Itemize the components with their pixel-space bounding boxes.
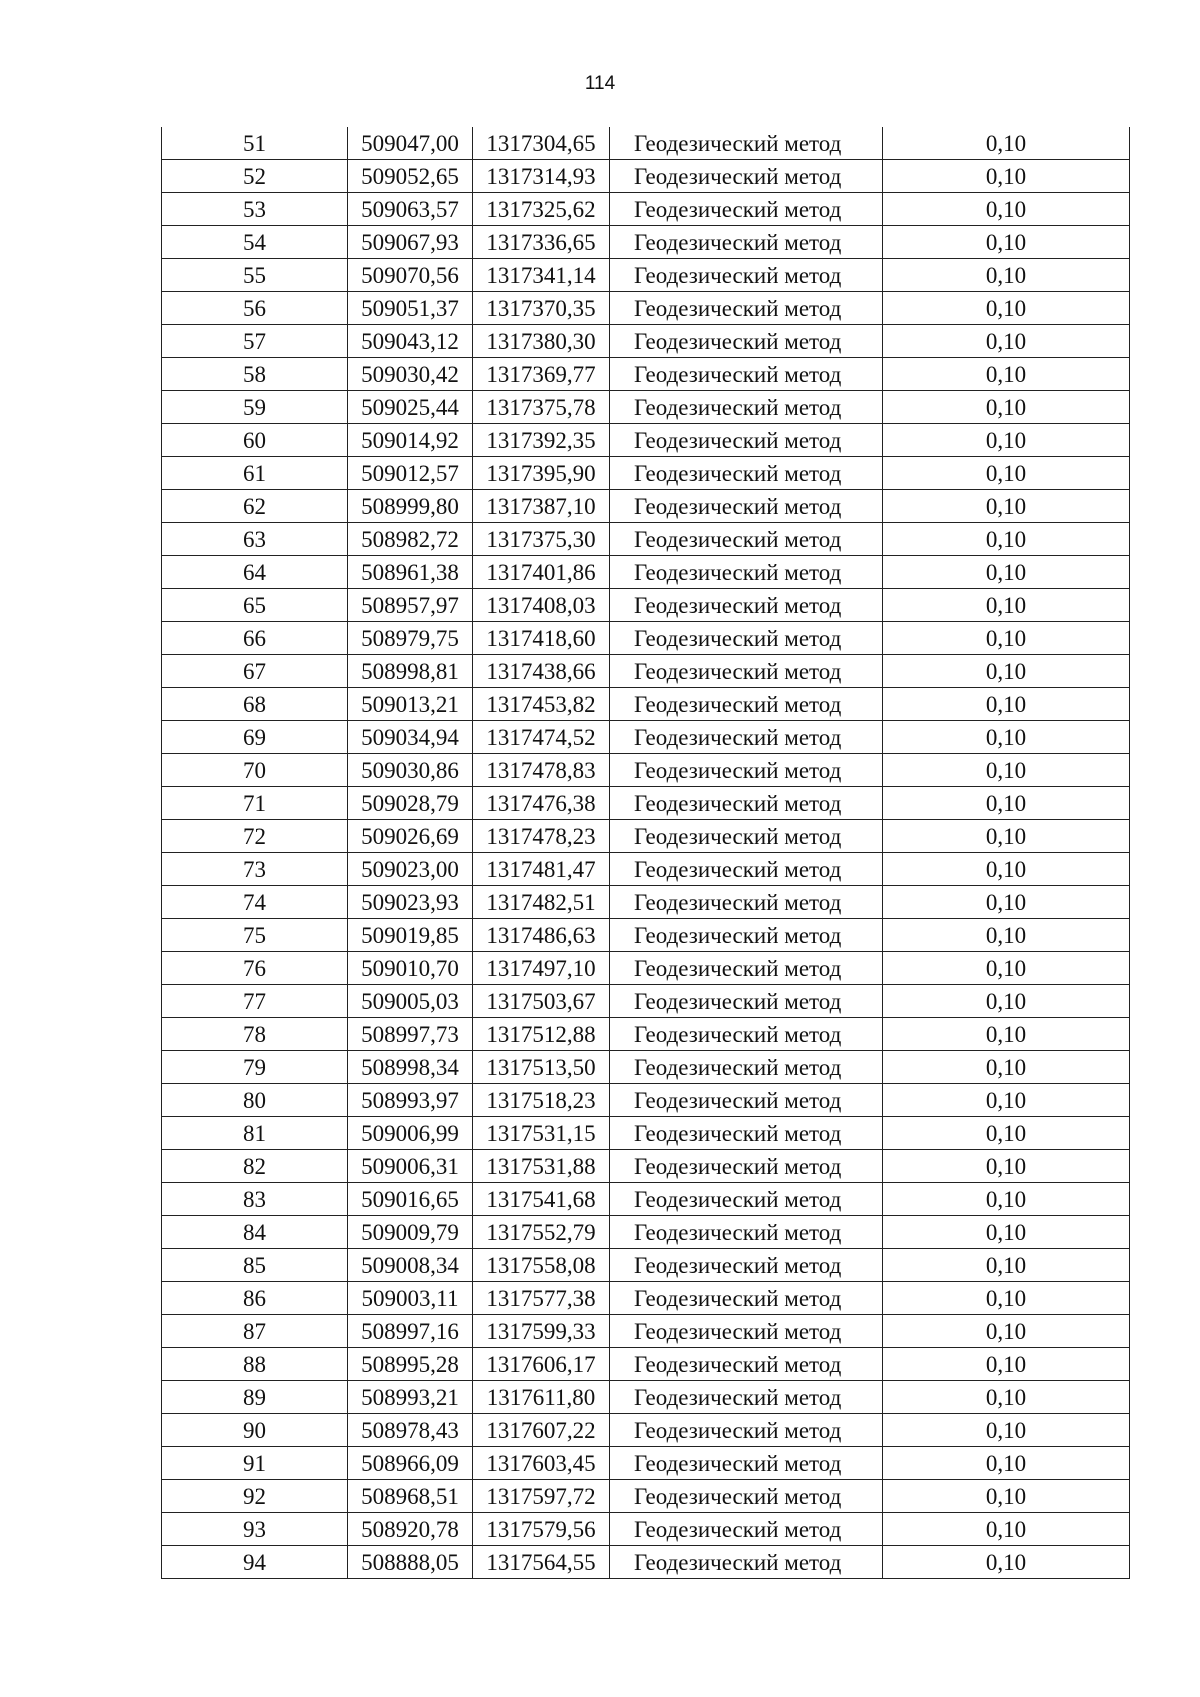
table-row — [162, 1381, 1130, 1414]
x-coordinate-cell: 508998,81 — [348, 655, 473, 688]
point-number-cell: 88 — [162, 1348, 348, 1381]
y-coordinate-cell: 1317512,88 — [473, 1018, 610, 1051]
accuracy-cell: 0,10 — [883, 985, 1130, 1018]
method-cell: Геодезический метод — [610, 325, 883, 358]
y-coordinate-cell: 1317558,08 — [473, 1249, 610, 1282]
method-cell: Геодезический метод — [610, 1480, 883, 1513]
point-number-cell: 61 — [162, 457, 348, 490]
y-coordinate-cell: 1317370,35 — [473, 292, 610, 325]
y-coordinate-cell: 1317478,83 — [473, 754, 610, 787]
point-number-cell: 66 — [162, 622, 348, 655]
point-number-cell: 68 — [162, 688, 348, 721]
x-coordinate-cell: 508999,80 — [348, 490, 473, 523]
accuracy-cell: 0,10 — [883, 160, 1130, 193]
point-number-cell: 59 — [162, 391, 348, 424]
point-number-cell: 82 — [162, 1150, 348, 1183]
accuracy-cell: 0,10 — [883, 952, 1130, 985]
point-number-cell: 75 — [162, 919, 348, 952]
table-row — [162, 688, 1130, 721]
method-cell: Геодезический метод — [610, 1381, 883, 1414]
y-coordinate-cell: 1317341,14 — [473, 259, 610, 292]
table-row — [162, 490, 1130, 523]
table-row — [162, 1051, 1130, 1084]
accuracy-cell: 0,10 — [883, 853, 1130, 886]
x-coordinate-cell: 509063,57 — [348, 193, 473, 226]
y-coordinate-cell: 1317607,22 — [473, 1414, 610, 1447]
point-number-cell: 94 — [162, 1546, 348, 1579]
x-coordinate-cell: 509012,57 — [348, 457, 473, 490]
method-cell: Геодезический метод — [610, 853, 883, 886]
method-cell: Геодезический метод — [610, 622, 883, 655]
point-number-cell: 58 — [162, 358, 348, 391]
x-coordinate-cell: 509006,99 — [348, 1117, 473, 1150]
point-number-cell: 83 — [162, 1183, 348, 1216]
accuracy-cell: 0,10 — [883, 1084, 1130, 1117]
point-number-cell: 87 — [162, 1315, 348, 1348]
y-coordinate-cell: 1317518,23 — [473, 1084, 610, 1117]
table-row — [162, 655, 1130, 688]
point-number-cell: 51 — [162, 127, 348, 160]
x-coordinate-cell: 508997,16 — [348, 1315, 473, 1348]
method-cell: Геодезический метод — [610, 1018, 883, 1051]
method-cell: Геодезический метод — [610, 1183, 883, 1216]
y-coordinate-cell: 1317304,65 — [473, 127, 610, 160]
x-coordinate-cell: 509047,00 — [348, 127, 473, 160]
x-coordinate-cell: 509025,44 — [348, 391, 473, 424]
point-number-cell: 67 — [162, 655, 348, 688]
x-coordinate-cell: 509005,03 — [348, 985, 473, 1018]
accuracy-cell: 0,10 — [883, 919, 1130, 952]
point-number-cell: 92 — [162, 1480, 348, 1513]
y-coordinate-cell: 1317482,51 — [473, 886, 610, 919]
method-cell: Геодезический метод — [610, 1084, 883, 1117]
y-coordinate-cell: 1317513,50 — [473, 1051, 610, 1084]
table-row — [162, 952, 1130, 985]
accuracy-cell: 0,10 — [883, 424, 1130, 457]
table-row — [162, 721, 1130, 754]
x-coordinate-cell: 509013,21 — [348, 688, 473, 721]
x-coordinate-cell: 508995,28 — [348, 1348, 473, 1381]
table-row — [162, 457, 1130, 490]
y-coordinate-cell: 1317336,65 — [473, 226, 610, 259]
point-number-cell: 63 — [162, 523, 348, 556]
point-number-cell: 91 — [162, 1447, 348, 1480]
x-coordinate-cell: 509019,85 — [348, 919, 473, 952]
method-cell: Геодезический метод — [610, 985, 883, 1018]
method-cell: Геодезический метод — [610, 226, 883, 259]
point-number-cell: 76 — [162, 952, 348, 985]
x-coordinate-cell: 509009,79 — [348, 1216, 473, 1249]
y-coordinate-cell: 1317497,10 — [473, 952, 610, 985]
accuracy-cell: 0,10 — [883, 820, 1130, 853]
y-coordinate-cell: 1317476,38 — [473, 787, 610, 820]
y-coordinate-cell: 1317325,62 — [473, 193, 610, 226]
x-coordinate-cell: 509052,65 — [348, 160, 473, 193]
table-row — [162, 292, 1130, 325]
y-coordinate-cell: 1317486,63 — [473, 919, 610, 952]
accuracy-cell: 0,10 — [883, 655, 1130, 688]
accuracy-cell: 0,10 — [883, 787, 1130, 820]
point-number-cell: 72 — [162, 820, 348, 853]
table-row — [162, 622, 1130, 655]
y-coordinate-cell: 1317599,33 — [473, 1315, 610, 1348]
table-row — [162, 919, 1130, 952]
accuracy-cell: 0,10 — [883, 490, 1130, 523]
table-row — [162, 1546, 1130, 1579]
y-coordinate-cell: 1317408,03 — [473, 589, 610, 622]
x-coordinate-cell: 509023,00 — [348, 853, 473, 886]
method-cell: Геодезический метод — [610, 1117, 883, 1150]
method-cell: Геодезический метод — [610, 1546, 883, 1579]
accuracy-cell: 0,10 — [883, 556, 1130, 589]
x-coordinate-cell: 508993,21 — [348, 1381, 473, 1414]
accuracy-cell: 0,10 — [883, 523, 1130, 556]
accuracy-cell: 0,10 — [883, 721, 1130, 754]
x-coordinate-cell: 508997,73 — [348, 1018, 473, 1051]
method-cell: Геодезический метод — [610, 1150, 883, 1183]
table-row — [162, 424, 1130, 457]
method-cell: Геодезический метод — [610, 358, 883, 391]
point-number-cell: 62 — [162, 490, 348, 523]
point-number-cell: 55 — [162, 259, 348, 292]
x-coordinate-cell: 508998,34 — [348, 1051, 473, 1084]
method-cell: Геодезический метод — [610, 1282, 883, 1315]
point-number-cell: 54 — [162, 226, 348, 259]
table-row — [162, 1315, 1130, 1348]
method-cell: Геодезический метод — [610, 952, 883, 985]
table-row — [162, 1216, 1130, 1249]
accuracy-cell: 0,10 — [883, 1117, 1130, 1150]
accuracy-cell: 0,10 — [883, 1513, 1130, 1546]
accuracy-cell: 0,10 — [883, 1216, 1130, 1249]
y-coordinate-cell: 1317474,52 — [473, 721, 610, 754]
accuracy-cell: 0,10 — [883, 193, 1130, 226]
y-coordinate-cell: 1317606,17 — [473, 1348, 610, 1381]
x-coordinate-cell: 508920,78 — [348, 1513, 473, 1546]
x-coordinate-cell: 509030,86 — [348, 754, 473, 787]
x-coordinate-cell: 509028,79 — [348, 787, 473, 820]
x-coordinate-cell: 509008,34 — [348, 1249, 473, 1282]
y-coordinate-cell: 1317577,38 — [473, 1282, 610, 1315]
table-row — [162, 325, 1130, 358]
accuracy-cell: 0,10 — [883, 1348, 1130, 1381]
accuracy-cell: 0,10 — [883, 1183, 1130, 1216]
y-coordinate-cell: 1317380,30 — [473, 325, 610, 358]
x-coordinate-cell: 508978,43 — [348, 1414, 473, 1447]
table-row — [162, 1084, 1130, 1117]
method-cell: Геодезический метод — [610, 655, 883, 688]
y-coordinate-cell: 1317531,15 — [473, 1117, 610, 1150]
y-coordinate-cell: 1317481,47 — [473, 853, 610, 886]
y-coordinate-cell: 1317438,66 — [473, 655, 610, 688]
accuracy-cell: 0,10 — [883, 1282, 1130, 1315]
y-coordinate-cell: 1317387,10 — [473, 490, 610, 523]
y-coordinate-cell: 1317478,23 — [473, 820, 610, 853]
table-row — [162, 820, 1130, 853]
method-cell: Геодезический метод — [610, 490, 883, 523]
point-number-cell: 74 — [162, 886, 348, 919]
accuracy-cell: 0,10 — [883, 886, 1130, 919]
accuracy-cell: 0,10 — [883, 1051, 1130, 1084]
x-coordinate-cell: 509006,31 — [348, 1150, 473, 1183]
point-number-cell: 57 — [162, 325, 348, 358]
method-cell: Геодезический метод — [610, 787, 883, 820]
x-coordinate-cell: 509051,37 — [348, 292, 473, 325]
x-coordinate-cell: 509016,65 — [348, 1183, 473, 1216]
table-row — [162, 1480, 1130, 1513]
point-number-cell: 84 — [162, 1216, 348, 1249]
table-row — [162, 589, 1130, 622]
point-number-cell: 93 — [162, 1513, 348, 1546]
point-number-cell: 80 — [162, 1084, 348, 1117]
point-number-cell: 89 — [162, 1381, 348, 1414]
method-cell: Геодезический метод — [610, 1447, 883, 1480]
method-cell: Геодезический метод — [610, 886, 883, 919]
point-number-cell: 52 — [162, 160, 348, 193]
accuracy-cell: 0,10 — [883, 457, 1130, 490]
x-coordinate-cell: 509034,94 — [348, 721, 473, 754]
point-number-cell: 69 — [162, 721, 348, 754]
method-cell: Геодезический метод — [610, 391, 883, 424]
method-cell: Геодезический метод — [610, 754, 883, 787]
x-coordinate-cell: 509030,42 — [348, 358, 473, 391]
table-row — [162, 1117, 1130, 1150]
x-coordinate-cell: 509023,93 — [348, 886, 473, 919]
point-number-cell: 64 — [162, 556, 348, 589]
method-cell: Геодезический метод — [610, 1216, 883, 1249]
method-cell: Геодезический метод — [610, 259, 883, 292]
y-coordinate-cell: 1317552,79 — [473, 1216, 610, 1249]
accuracy-cell: 0,10 — [883, 358, 1130, 391]
point-number-cell: 86 — [162, 1282, 348, 1315]
point-number-cell: 78 — [162, 1018, 348, 1051]
coordinates-table-body — [162, 127, 1130, 1579]
method-cell: Геодезический метод — [610, 292, 883, 325]
x-coordinate-cell: 508968,51 — [348, 1480, 473, 1513]
table-row — [162, 226, 1130, 259]
y-coordinate-cell: 1317453,82 — [473, 688, 610, 721]
x-coordinate-cell: 509043,12 — [348, 325, 473, 358]
table-row — [162, 160, 1130, 193]
method-cell: Геодезический метод — [610, 424, 883, 457]
accuracy-cell: 0,10 — [883, 1249, 1130, 1282]
table-row — [162, 523, 1130, 556]
y-coordinate-cell: 1317392,35 — [473, 424, 610, 457]
y-coordinate-cell: 1317375,30 — [473, 523, 610, 556]
x-coordinate-cell: 508966,09 — [348, 1447, 473, 1480]
accuracy-cell: 0,10 — [883, 127, 1130, 160]
table-row — [162, 1348, 1130, 1381]
point-number-cell: 85 — [162, 1249, 348, 1282]
accuracy-cell: 0,10 — [883, 1447, 1130, 1480]
y-coordinate-cell: 1317597,72 — [473, 1480, 610, 1513]
method-cell: Геодезический метод — [610, 1315, 883, 1348]
table-row — [162, 391, 1130, 424]
table-row — [162, 259, 1130, 292]
y-coordinate-cell: 1317314,93 — [473, 160, 610, 193]
method-cell: Геодезический метод — [610, 1513, 883, 1546]
x-coordinate-cell: 508993,97 — [348, 1084, 473, 1117]
table-row — [162, 358, 1130, 391]
method-cell: Геодезический метод — [610, 127, 883, 160]
accuracy-cell: 0,10 — [883, 1150, 1130, 1183]
x-coordinate-cell: 509070,56 — [348, 259, 473, 292]
accuracy-cell: 0,10 — [883, 688, 1130, 721]
point-number-cell: 56 — [162, 292, 348, 325]
y-coordinate-cell: 1317579,56 — [473, 1513, 610, 1546]
accuracy-cell: 0,10 — [883, 1018, 1130, 1051]
accuracy-cell: 0,10 — [883, 1546, 1130, 1579]
accuracy-cell: 0,10 — [883, 1414, 1130, 1447]
y-coordinate-cell: 1317418,60 — [473, 622, 610, 655]
table-row — [162, 1513, 1130, 1546]
accuracy-cell: 0,10 — [883, 292, 1130, 325]
table-row — [162, 1150, 1130, 1183]
table-row — [162, 1282, 1130, 1315]
y-coordinate-cell: 1317541,68 — [473, 1183, 610, 1216]
table-row — [162, 1414, 1130, 1447]
method-cell: Геодезический метод — [610, 523, 883, 556]
method-cell: Геодезический метод — [610, 556, 883, 589]
point-number-cell: 60 — [162, 424, 348, 457]
method-cell: Геодезический метод — [610, 721, 883, 754]
table-row — [162, 1183, 1130, 1216]
accuracy-cell: 0,10 — [883, 226, 1130, 259]
method-cell: Геодезический метод — [610, 1249, 883, 1282]
table-row — [162, 787, 1130, 820]
y-coordinate-cell: 1317564,55 — [473, 1546, 610, 1579]
x-coordinate-cell: 509026,69 — [348, 820, 473, 853]
accuracy-cell: 0,10 — [883, 325, 1130, 358]
method-cell: Геодезический метод — [610, 820, 883, 853]
point-number-cell: 81 — [162, 1117, 348, 1150]
x-coordinate-cell: 508957,97 — [348, 589, 473, 622]
accuracy-cell: 0,10 — [883, 1381, 1130, 1414]
point-number-cell: 53 — [162, 193, 348, 226]
accuracy-cell: 0,10 — [883, 391, 1130, 424]
y-coordinate-cell: 1317375,78 — [473, 391, 610, 424]
y-coordinate-cell: 1317503,67 — [473, 985, 610, 1018]
point-number-cell: 70 — [162, 754, 348, 787]
x-coordinate-cell: 508888,05 — [348, 1546, 473, 1579]
table-row — [162, 985, 1130, 1018]
y-coordinate-cell: 1317369,77 — [473, 358, 610, 391]
table-row — [162, 853, 1130, 886]
accuracy-cell: 0,10 — [883, 622, 1130, 655]
point-number-cell: 90 — [162, 1414, 348, 1447]
point-number-cell: 77 — [162, 985, 348, 1018]
table-row — [162, 193, 1130, 226]
point-number-cell: 79 — [162, 1051, 348, 1084]
point-number-cell: 73 — [162, 853, 348, 886]
accuracy-cell: 0,10 — [883, 754, 1130, 787]
table-row — [162, 754, 1130, 787]
x-coordinate-cell: 509067,93 — [348, 226, 473, 259]
accuracy-cell: 0,10 — [883, 259, 1130, 292]
x-coordinate-cell: 509014,92 — [348, 424, 473, 457]
table-row — [162, 1018, 1130, 1051]
method-cell: Геодезический метод — [610, 457, 883, 490]
method-cell: Геодезический метод — [610, 589, 883, 622]
y-coordinate-cell: 1317531,88 — [473, 1150, 610, 1183]
y-coordinate-cell: 1317603,45 — [473, 1447, 610, 1480]
method-cell: Геодезический метод — [610, 1348, 883, 1381]
y-coordinate-cell: 1317395,90 — [473, 457, 610, 490]
table-row — [162, 1249, 1130, 1282]
method-cell: Геодезический метод — [610, 160, 883, 193]
x-coordinate-cell: 509003,11 — [348, 1282, 473, 1315]
table-row — [162, 1447, 1130, 1480]
point-number-cell: 71 — [162, 787, 348, 820]
page-number: 114 — [584, 73, 616, 94]
coordinates-table — [161, 127, 1130, 1579]
x-coordinate-cell: 508979,75 — [348, 622, 473, 655]
table-row — [162, 127, 1130, 160]
method-cell: Геодезический метод — [610, 688, 883, 721]
method-cell: Геодезический метод — [610, 919, 883, 952]
accuracy-cell: 0,10 — [883, 589, 1130, 622]
method-cell: Геодезический метод — [610, 1414, 883, 1447]
method-cell: Геодезический метод — [610, 193, 883, 226]
table-row — [162, 556, 1130, 589]
y-coordinate-cell: 1317611,80 — [473, 1381, 610, 1414]
accuracy-cell: 0,10 — [883, 1315, 1130, 1348]
y-coordinate-cell: 1317401,86 — [473, 556, 610, 589]
x-coordinate-cell: 508961,38 — [348, 556, 473, 589]
method-cell: Геодезический метод — [610, 1051, 883, 1084]
table-row — [162, 886, 1130, 919]
point-number-cell: 65 — [162, 589, 348, 622]
x-coordinate-cell: 508982,72 — [348, 523, 473, 556]
accuracy-cell: 0,10 — [883, 1480, 1130, 1513]
x-coordinate-cell: 509010,70 — [348, 952, 473, 985]
